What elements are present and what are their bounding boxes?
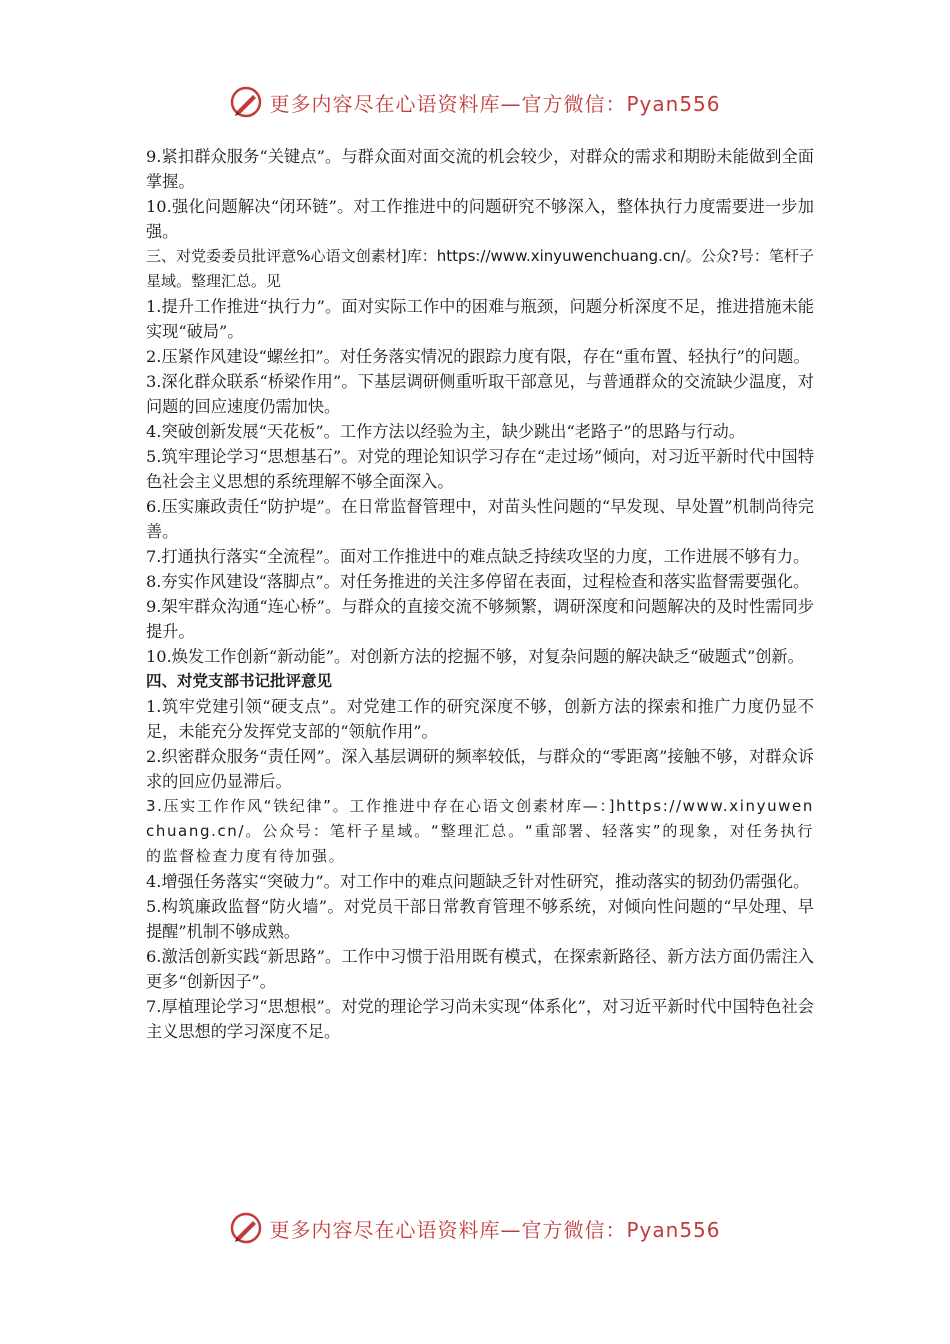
paragraph: 6.激活创新实践“新思路”。工作中习惯于沿用既有模式，在探索新路径、新方法方面仍需注入更多“创新因子”。 <box>146 947 814 991</box>
paragraph: 7.打通执行落实“全流程”。面对工作推进中的难点缺乏持续攻坚的力度，工作进展不够有力。 <box>146 547 810 566</box>
paragraph: 10.强化问题解决“闭环链”。对工作推进中的问题研究不够深入，整体执行力度需要进一步加强。 <box>146 197 814 241</box>
paragraph: 5.筑牢理论学习“思想基石”。对党的理论知识学习存在“走过场”倾向，对习近平新时代中国特色社会主义思想的系统理解不够全面深入。 <box>146 447 814 491</box>
header-banner <box>0 82 950 122</box>
paragraph: 4.突破创新发展“天花板”。工作方法以经验为主，缺少跳出“老路子”的思路与行动。 <box>146 422 745 441</box>
paragraph: 1.提升工作推进“执行力”。面对实际工作中的困难与瓶颈，问题分析深度不足，推进措施未能实现“破局”。 <box>146 297 814 341</box>
paragraph: 5.构筑廉政监督“防火墙”。对党员干部日常教育管理不够系统，对倾向性问题的“早处理、早提醒”机制不够成熟。 <box>146 897 814 941</box>
section-heading-watermarked: 三、对党委委员批评意%心语文创素材]库：https://www.xinyuwenchuang.cn/。公众?号：笔杆子星域。整理汇总。见 <box>146 247 814 290</box>
paragraph: 9.架牢群众沟通“连心桥”。与群众的直接交流不够频繁，调研深度和问题解决的及时性需同步提升。 <box>146 597 814 641</box>
wechat-id: Pyan556 <box>626 91 721 116</box>
paragraph: 3.深化群众联系“桥梁作用”。下基层调研侧重听取干部意见，与普通群众的交流缺少温度，对问题的回应速度仍需加快。 <box>146 372 814 416</box>
wechat-id: Pyan556 <box>626 1217 721 1242</box>
paragraph: 10.焕发工作创新“新动能”。对创新方法的挖掘不够，对复杂问题的解决缺乏“破题式”创新。 <box>146 647 804 666</box>
footer-banner <box>0 1208 950 1248</box>
paragraph: 7.厚植理论学习“思想根”。对党的理论学习尚未实现“体系化”，对习近平新时代中国特色社会主义思想的学习深度不足。 <box>146 997 814 1041</box>
pen-logo-icon <box>229 85 263 119</box>
banner-text: 更多内容尽在心语资料库—官方微信：Pyan556 <box>269 1217 721 1242</box>
document-body <box>146 144 814 1044</box>
paragraph: 8.夯实作风建设“落脚点”。对任务推进的关注多停留在表面，过程检查和落实监督需要强化。 <box>146 572 810 591</box>
paragraph: 2.织密群众服务“责任网”。深入基层调研的频率较低，与群众的“零距离”接触不够，对群众诉求的回应仍显滞后。 <box>146 747 814 791</box>
pen-logo-icon <box>229 1211 263 1245</box>
paragraph-watermarked: 3.压实工作作风“铁纪律”。工作推进中存在心语文创素材库—：]https://www.xinyuwenchuang.cn/。公众号：笔杆子星域。“整理汇总。“重部署、轻落实”的现象，对任务执行的监督检查力度有待加强。 <box>146 797 814 865</box>
paragraph: 2.压紧作风建设“螺丝扣”。对任务落实情况的跟踪力度有限，存在“重布置、轻执行”的问题。 <box>146 347 810 366</box>
paragraph: 1.筑牢党建引领“硬支点”。对党建工作的研究深度不够，创新方法的探索和推广力度仍显不足，未能充分发挥党支部的“领航作用”。 <box>146 697 814 741</box>
paragraph: 9.紧扣群众服务“关键点”。与群众面对面交流的机会较少，对群众的需求和期盼未能做到全面掌握。 <box>146 147 814 191</box>
paragraph: 4.增强任务落实“突破力”。对工作中的难点问题缺乏针对性研究，推动落实的韧劲仍需强化。 <box>146 872 810 891</box>
banner-text: 更多内容尽在心语资料库—官方微信：Pyan556 <box>269 91 721 116</box>
paragraph: 6.压实廉政责任“防护堤”。在日常监督管理中，对苗头性问题的“早发现、早处置”机制尚待完善。 <box>146 497 814 541</box>
section-heading: 四、对党支部书记批评意见 <box>146 672 333 690</box>
